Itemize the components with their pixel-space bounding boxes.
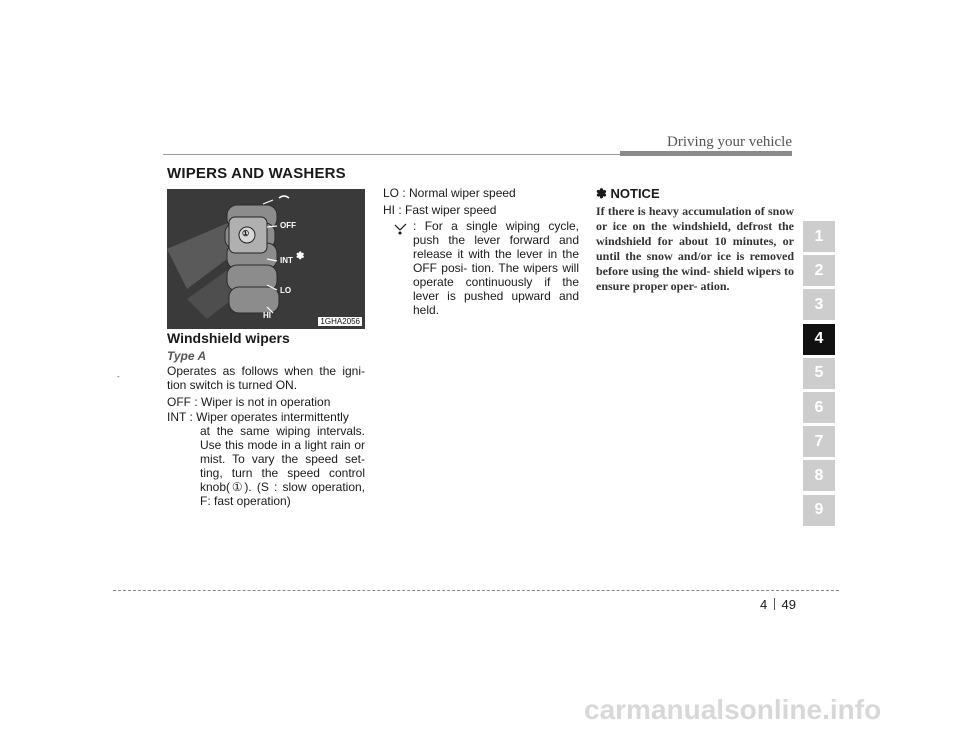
page-divider	[774, 598, 775, 610]
wiper-lever-illustration	[167, 189, 365, 329]
chapter-tab-3[interactable]: 3	[803, 289, 835, 320]
figure-code: 1GHA2056	[320, 317, 360, 326]
chapter-tab-7[interactable]: 7	[803, 426, 835, 457]
wiper-lever-drawing	[167, 189, 365, 329]
single-wipe-description: : For a single wiping cycle, push the lever forward and release it with the lever in the OFF posi- tion. The wipers will operate continuously if the lever is pushed upward and held.	[413, 219, 579, 317]
chapter-tab-9[interactable]: 9	[803, 495, 835, 526]
header-bar	[620, 151, 792, 156]
chapter-tab-1[interactable]: 1	[803, 221, 835, 252]
notice-body: If there is heavy accumulation of snow or ice on the windshield, defrost the windshield for about 10 minutes, or until the snow and/or ice is removed before using the wind- shield wipers to ensure proper oper- ation.	[596, 204, 794, 293]
intro-paragraph: Operates as follows when the igni- tion switch is turned ON.	[167, 364, 365, 392]
int-item-lead: INT : Wiper operates intermittently	[167, 410, 349, 424]
type-label: Type A	[167, 349, 207, 363]
running-header: Driving your vehicle	[667, 134, 792, 150]
footer-page: 49	[781, 597, 796, 612]
header-rule	[163, 154, 620, 155]
knob-marker: ①	[242, 229, 250, 238]
asterisk-icon: ✽	[296, 251, 305, 262]
notice-title: ✽ NOTICE	[596, 186, 660, 201]
label-int: INT	[280, 256, 293, 265]
label-off: OFF	[280, 221, 296, 230]
chapter-tab-2[interactable]: 2	[803, 255, 835, 286]
label-hi: HI	[263, 311, 271, 320]
footer-chapter: 4	[760, 597, 768, 612]
footer-rule	[113, 590, 839, 591]
stray-mark: -	[117, 372, 120, 381]
lo-item: LO : Normal wiper speed	[383, 186, 516, 200]
chapter-tab-5[interactable]: 5	[803, 358, 835, 389]
page-number	[760, 597, 796, 612]
chapter-tab-6[interactable]: 6	[803, 392, 835, 423]
hi-item: HI : Fast wiper speed	[383, 203, 497, 217]
int-item-description: at the same wiping intervals. Use this mode in a light rain or mist. To vary the speed set- ting, turn the speed control knob(①). (S : slow operation, F: fast operation)	[200, 424, 365, 508]
watermark: carmanualsonline.info	[584, 694, 882, 725]
label-lo: LO	[280, 286, 292, 295]
chapter-tab-8[interactable]: 8	[803, 460, 835, 491]
off-item: OFF : Wiper is not in operation	[167, 395, 331, 409]
chapter-tab-4[interactable]: 4	[803, 324, 835, 355]
section-title: WIPERS AND WASHERS	[167, 165, 346, 182]
subsection-heading: Windshield wipers	[167, 330, 290, 346]
